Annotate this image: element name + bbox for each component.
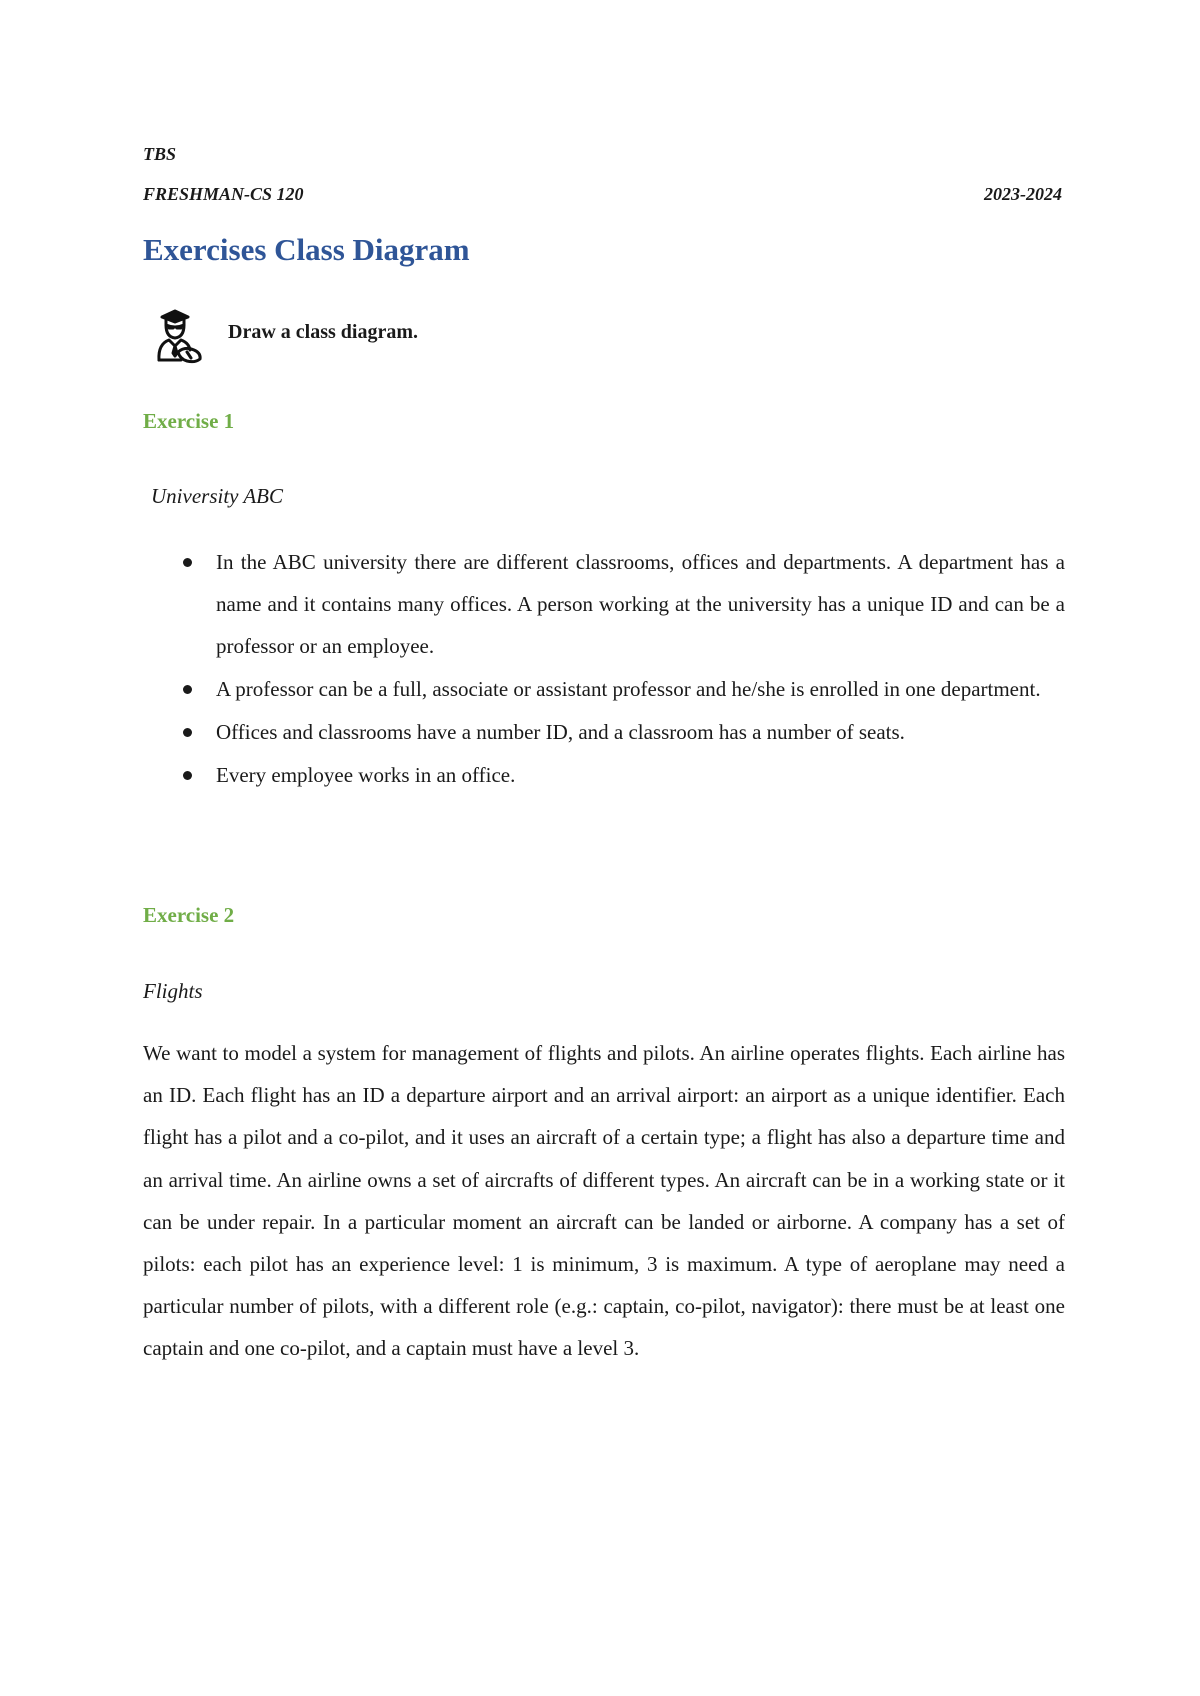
header-course: FRESHMAN-CS 120 — [143, 184, 304, 204]
list-item — [143, 711, 1065, 753]
bullet-text: Offices and classrooms have a number ID, and a classroom has a number of seats. — [216, 720, 905, 744]
document-title: Exercises Class Diagram — [143, 232, 470, 267]
task-instruction: Draw a class diagram. — [228, 321, 418, 343]
bullet-text: A professor can be a full, associate or assistant professor and he/she is enrolled in one department. — [216, 677, 1041, 701]
exercise-2-subtitle: Flights — [143, 979, 203, 1003]
exercise-2-paragraph: We want to model a system for management of flights and pilots. An airline operates flights. Each airline has an ID. Each flight has an ID a departure airport and an arrival airport: an airport as a unique identifier. Each flight has a pilot and a co-pilot, and it uses an aircraft of a certain type; a flight has also a departure time and an arrival time. An airline owns a set of aircrafts of different types. An aircraft can be in a working state or it can be under repair. In a particular moment an aircraft can be landed or airborne. A company has a set of pilots: each pilot has an experience level: 1 is minimum, 3 is maximum. A type of aeroplane may need a particular number of pilots, with a different role (e.g.: captain, co-pilot, navigator): there must be at least one captain and one co-pilot, and a captain must have a level 3. — [143, 1041, 1065, 1361]
exercise-1-subtitle: University ABC — [151, 484, 284, 508]
bullet-text: In the ABC university there are different classrooms, offices and departments. A department has a name and it contains many offices. A person working at the university has a unique ID and can be a professor or an employee. — [216, 550, 1065, 658]
header-year: 2023-2024 — [984, 184, 1062, 204]
bullet-dot — [183, 558, 192, 567]
bullet-dot — [183, 728, 192, 737]
student-reading-icon — [145, 308, 205, 364]
header-org: TBS — [143, 144, 177, 164]
exercise-1-bullet-list — [143, 541, 1065, 797]
exercise-2-heading: Exercise 2 — [143, 903, 235, 927]
bullet-dot — [183, 685, 192, 694]
list-item — [143, 754, 1065, 796]
list-item — [143, 541, 1065, 667]
exercise-1-heading: Exercise 1 — [143, 409, 235, 433]
bullet-text: Every employee works in an office. — [216, 763, 516, 787]
list-item — [143, 668, 1065, 710]
bullet-dot — [183, 771, 192, 780]
